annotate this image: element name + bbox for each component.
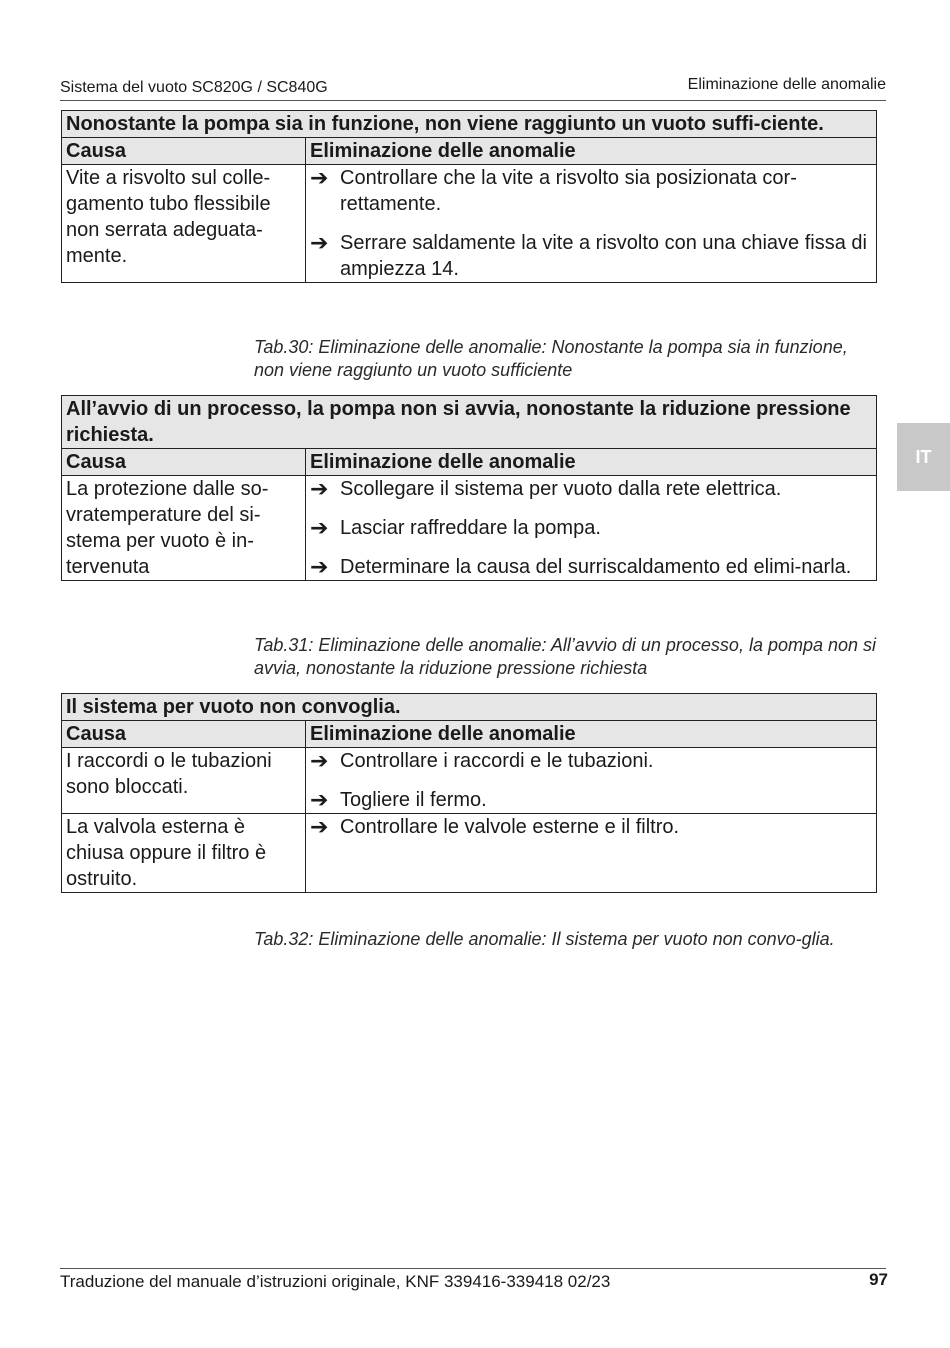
header-divider [60, 100, 886, 101]
troubleshooting-table-32 [61, 693, 877, 893]
troubleshooting-table-30 [61, 110, 877, 283]
troubleshooting-table-31 [61, 395, 877, 581]
column-header-fix: Eliminazione delle anomalie [306, 721, 877, 748]
arrow-right-icon: ➔ [310, 165, 329, 190]
arrow-right-icon: ➔ [310, 554, 329, 579]
fix-cell [306, 748, 877, 814]
footer-divider [60, 1268, 886, 1269]
arrow-right-icon: ➔ [310, 230, 329, 255]
column-header-cause: Causa [62, 449, 306, 476]
cause-cell: I raccordi o le tubazioni sono bloccati. [62, 748, 306, 814]
language-tab[interactable]: IT [897, 423, 950, 491]
remedy-step [310, 230, 872, 282]
remedy-step [310, 165, 872, 217]
remedy-step [310, 554, 872, 580]
fix-cell [306, 814, 877, 893]
table-caption: Tab.30: Eliminazione delle anomalie: Nonostante la pompa sia in funzione, non viene raggiunto un vuoto sufficiente [254, 337, 848, 380]
remedy-text: Controllare le valvole esterne e il filtro. [340, 816, 680, 838]
table-caption: Tab.31: Eliminazione delle anomalie: All’avvio di un processo, la pompa non si avvia, nonostante la riduzione pressione richiesta [254, 635, 877, 678]
cause-cell: La protezione dalle so-vratemperature del si-stema per vuoto è in-tervenuta [62, 476, 306, 581]
arrow-right-icon: ➔ [310, 515, 329, 540]
remedy-text: Controllare i raccordi e le tubazioni. [340, 750, 654, 772]
column-header-cause: Causa [62, 138, 306, 165]
table-row [62, 165, 877, 283]
arrow-right-icon: ➔ [310, 476, 329, 501]
page-number: 97 [869, 1270, 888, 1289]
table-caption: Tab.32: Eliminazione delle anomalie: Il sistema per vuoto non convo-glia. [254, 929, 835, 949]
remedy-step [310, 476, 872, 502]
remedy-step [310, 515, 872, 541]
running-header-title: Sistema del vuoto SC820G / SC840G [60, 79, 328, 96]
table-row [62, 814, 877, 893]
remedy-step [310, 814, 872, 840]
table-title: Nonostante la pompa sia in funzione, non viene raggiunto un vuoto suffi-ciente. [62, 111, 877, 138]
table-title: All’avvio di un processo, la pompa non si avvia, nonostante la riduzione pressione richiesta. [62, 396, 877, 449]
arrow-right-icon: ➔ [310, 814, 329, 839]
table-row [62, 748, 877, 814]
remedy-step [310, 748, 872, 774]
fix-cell [306, 165, 877, 283]
column-header-fix: Eliminazione delle anomalie [306, 138, 877, 165]
remedy-text: Serrare saldamente la vite a risvolto con una chiave fissa di ampiezza 14. [340, 232, 867, 280]
cause-cell: Vite a risvolto sul colle-gamento tubo flessibile non serrata adeguata-mente. [62, 165, 306, 283]
column-header-fix: Eliminazione delle anomalie [306, 449, 877, 476]
arrow-right-icon: ➔ [310, 787, 329, 812]
remedy-text: Lasciar raffreddare la pompa. [340, 517, 601, 539]
cause-cell: La valvola esterna è chiusa oppure il filtro è ostruito. [62, 814, 306, 893]
table-row [62, 476, 877, 581]
remedy-text: Determinare la causa del surriscaldamento ed elimi-narla. [340, 556, 852, 578]
remedy-text: Controllare che la vite a risvolto sia posizionata cor-rettamente. [340, 167, 797, 215]
footer-text: Traduzione del manuale d’istruzioni originale, KNF 339416-339418 02/23 [60, 1272, 611, 1291]
remedy-text: Scollegare il sistema per vuoto dalla rete elettrica. [340, 478, 782, 500]
running-header-section: Eliminazione delle anomalie [687, 76, 886, 93]
column-header-cause: Causa [62, 721, 306, 748]
remedy-step [310, 787, 872, 813]
fix-cell [306, 476, 877, 581]
arrow-right-icon: ➔ [310, 748, 329, 773]
remedy-text: Togliere il fermo. [340, 789, 487, 811]
table-title: Il sistema per vuoto non convoglia. [62, 694, 877, 721]
